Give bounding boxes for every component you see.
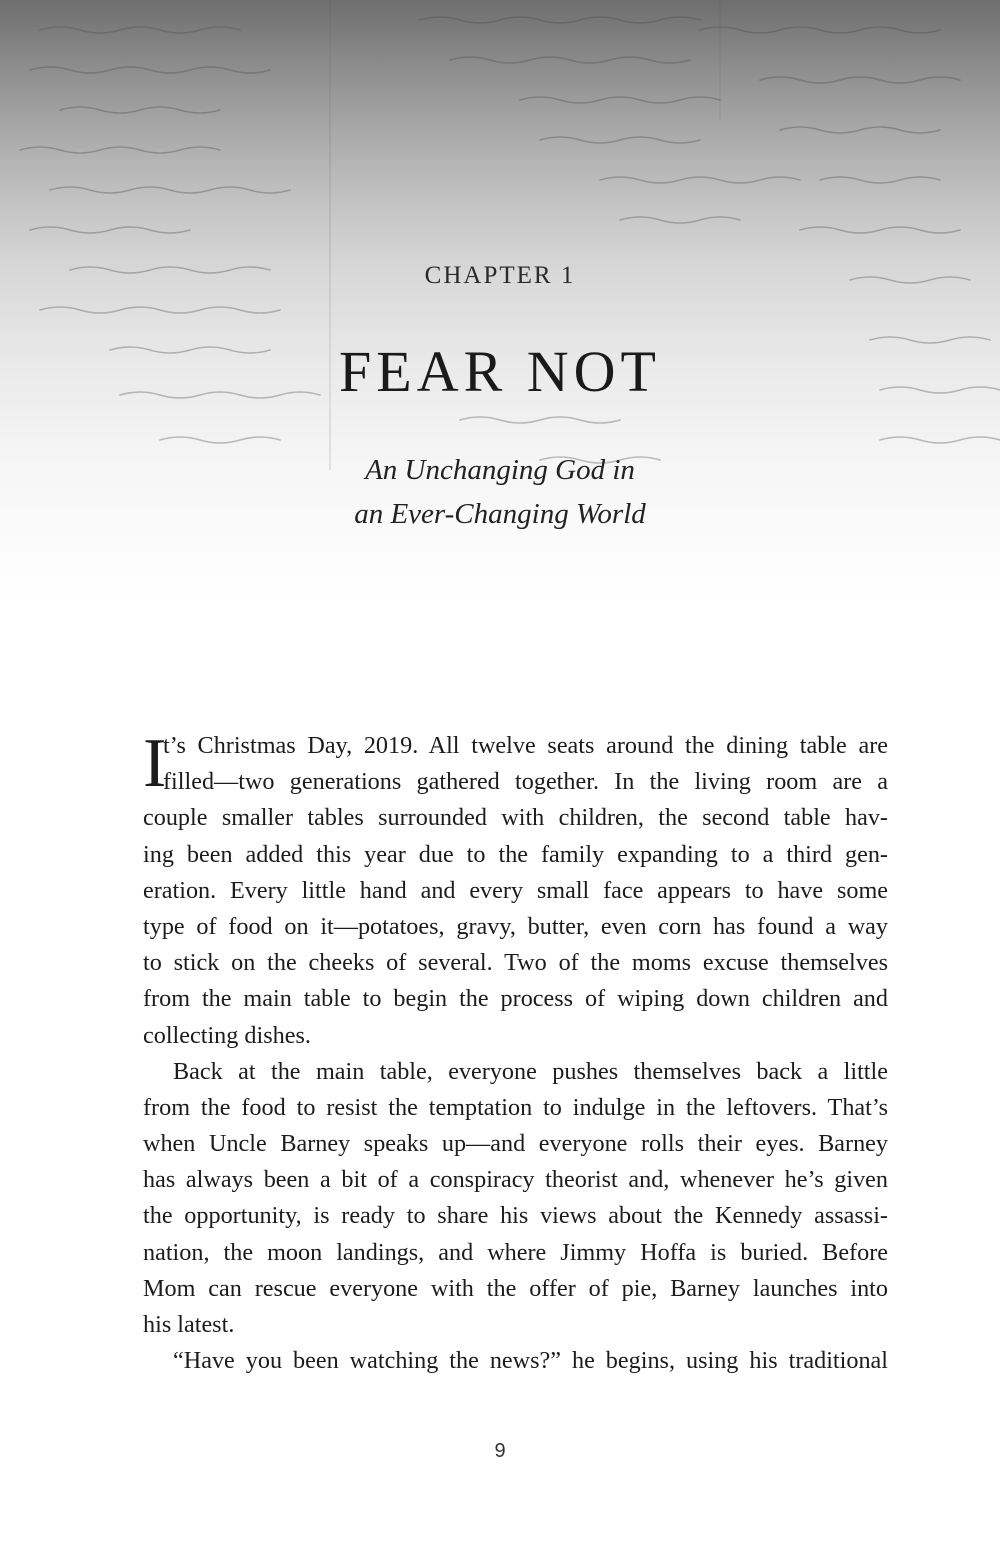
text-line xyxy=(143,1054,888,1090)
text-line: from the food to resist the temptation to indulge in the leftovers. That’s xyxy=(143,1093,888,1121)
text-line: filled—two generations gathered together. In the living room are a xyxy=(163,768,888,796)
paragraph xyxy=(143,1343,888,1379)
chapter-label: CHAPTER 1 xyxy=(424,262,576,289)
text-line-content: Back at the main table, everyone pushes themselves back a little xyxy=(173,1057,888,1085)
text-line: the opportunity, is ready to share his views about the Kennedy assassi- xyxy=(143,1202,888,1230)
text-line: collecting dishes. xyxy=(143,1021,311,1049)
text-line: Mom can rescue everyone with the offer of pie, Barney launches into xyxy=(143,1274,888,1302)
drop-cap: I xyxy=(143,725,167,802)
text-line: from the main table to begin the process of wiping down children and xyxy=(143,985,888,1013)
text-line: ing been added this year due to the family expanding to a third gen- xyxy=(143,840,888,868)
subtitle-line: An Unchanging God in xyxy=(365,454,635,486)
body-text xyxy=(143,725,888,1379)
text-line: type of food on it—potatoes, gravy, butter, even corn has found a way xyxy=(143,912,888,940)
text-line-content: “Have you been watching the news?” he begins, using his traditional xyxy=(173,1347,888,1375)
chapter-title: FEAR NOT xyxy=(339,339,661,404)
text-line: his latest. xyxy=(143,1311,235,1338)
subtitle-line: an Ever-Changing World xyxy=(354,498,646,530)
text-line: to stick on the cheeks of several. Two of the moms excuse themselves xyxy=(143,949,888,977)
page-number: 9 xyxy=(494,1440,506,1462)
paragraph xyxy=(143,725,888,1054)
text-line xyxy=(143,1343,888,1379)
text-line: when Uncle Barney speaks up—and everyone rolls their eyes. Barney xyxy=(143,1130,888,1158)
text-line: eration. Every little hand and every small face appears to have some xyxy=(143,876,888,904)
text-line: nation, the moon landings, and where Jimmy Hoffa is buried. Before xyxy=(143,1238,888,1266)
text-line: has always been a bit of a conspiracy theorist and, whenever he’s given xyxy=(143,1166,888,1194)
text-line: couple smaller tables surrounded with children, the second table hav- xyxy=(143,804,888,832)
text-line: t’s Christmas Day, 2019. All twelve seats around the dining table are xyxy=(163,732,888,759)
chapter-subtitle xyxy=(0,448,1000,536)
paragraph xyxy=(143,1054,888,1344)
